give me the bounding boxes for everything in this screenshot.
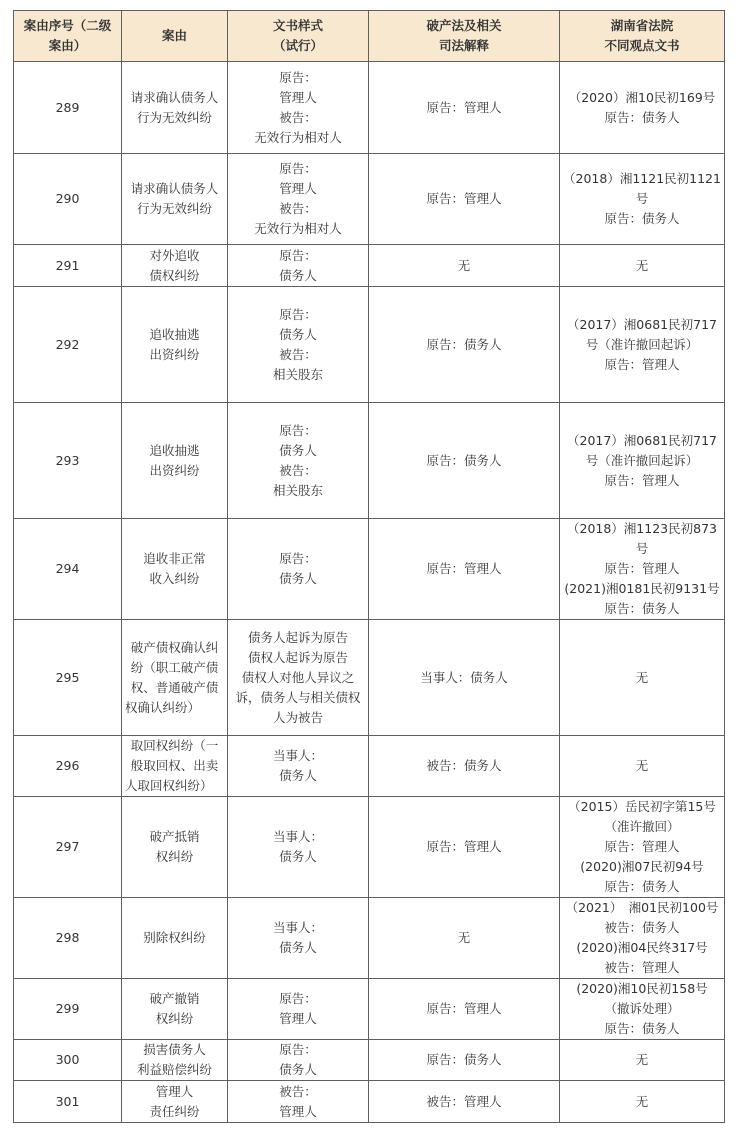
hunan-court-cell bbox=[560, 519, 725, 620]
cell-text-line: 原告： bbox=[279, 161, 317, 176]
cell-text-line: 无 bbox=[457, 257, 471, 273]
cell-text-line: 无 bbox=[635, 1052, 649, 1067]
cell-text-line: 无 bbox=[457, 930, 471, 945]
cell-text-line: 号 bbox=[635, 191, 649, 206]
cell-text-line: （2015）岳民初字第15号 bbox=[568, 799, 716, 814]
document-style-cell bbox=[228, 898, 369, 979]
cell-text-line: 号 bbox=[635, 541, 649, 556]
header-case-number bbox=[14, 11, 122, 62]
document-style-cell bbox=[228, 1040, 369, 1081]
hunan-court-cell bbox=[560, 154, 725, 245]
cell-text-line: （2021） 湘01民初100号 bbox=[565, 900, 719, 915]
cell-text-line: 原告： bbox=[279, 422, 317, 438]
cell-text-line: (2021)湘0181民初9131号 bbox=[564, 581, 720, 596]
cell-text-line: 案由 bbox=[161, 28, 187, 43]
cell-text-line: 损害债务人 bbox=[143, 1042, 206, 1057]
cell-text-line: 别除权纠纷 bbox=[143, 930, 206, 945]
cell-text-line: 债权人对他人异议之诉，债务人与相关债权人为被告 bbox=[235, 669, 361, 725]
table-row bbox=[14, 979, 725, 1040]
cell-text-line: (2020)湘04民终317号 bbox=[576, 940, 708, 955]
table-row bbox=[14, 519, 725, 620]
hunan-court-cell bbox=[560, 736, 725, 797]
bankruptcy-law-cell bbox=[369, 62, 560, 154]
cell-text-line: 原告：管理人 bbox=[426, 99, 502, 115]
cell-text-line: 管理人 bbox=[279, 181, 317, 196]
header-bankruptcy-law bbox=[369, 11, 560, 62]
case-number-cell: 289 bbox=[14, 62, 122, 154]
document-style-cell bbox=[228, 736, 369, 797]
cell-text-line: 追收抽逃 bbox=[149, 326, 200, 342]
bankruptcy-law-cell bbox=[369, 1081, 560, 1123]
cell-text-line: 无效行为相对人 bbox=[254, 221, 342, 236]
cell-text-line: 破产债权确认纠纷（职工破产债权、普通破产债权确认纠纷） bbox=[125, 639, 219, 715]
case-number-cell: 294 bbox=[14, 519, 122, 620]
cell-text-line: 追收抽逃 bbox=[149, 442, 200, 458]
cell-text-line: 被告： bbox=[279, 201, 317, 216]
cell-text-line: 债务人起诉为原告 bbox=[247, 629, 348, 645]
case-number-cell: 290 bbox=[14, 154, 122, 245]
cell-text-line: 原告： bbox=[279, 551, 317, 566]
cell-text-line: 债务人 bbox=[279, 442, 317, 458]
cell-text-line: 当事人：债务人 bbox=[420, 669, 508, 685]
hunan-court-cell bbox=[560, 797, 725, 898]
case-number-cell: 293 bbox=[14, 403, 122, 519]
hunan-court-cell bbox=[560, 62, 725, 154]
case-cause-cell bbox=[122, 287, 228, 403]
cell-text-line: 权纠纷 bbox=[155, 849, 194, 864]
cell-text-line: 取回权纠纷（一般取回权、出卖人取回权纠纷） bbox=[125, 738, 219, 793]
cell-text-line: 原告： bbox=[279, 69, 317, 85]
bankruptcy-law-cell bbox=[369, 287, 560, 403]
cell-text-line: 原告：管理人 bbox=[426, 191, 502, 206]
cell-text-line: 无 bbox=[635, 758, 649, 773]
hunan-court-cell bbox=[560, 245, 725, 287]
cell-text-line: 相关股东 bbox=[272, 366, 323, 382]
case-number-cell: 295 bbox=[14, 620, 122, 736]
cell-text-line: 无 bbox=[635, 1093, 649, 1109]
cell-text-line: 原告：债务人 bbox=[426, 1052, 502, 1067]
bankruptcy-law-cell bbox=[369, 620, 560, 736]
bankruptcy-law-cell bbox=[369, 736, 560, 797]
cell-text-line: 债务人 bbox=[279, 267, 317, 283]
case-cause-cell bbox=[122, 1081, 228, 1123]
cell-text-line: 收入纠纷 bbox=[149, 571, 200, 586]
document-style-cell bbox=[228, 287, 369, 403]
cell-text-line: 被告： bbox=[279, 1083, 317, 1099]
cell-text-line: 债务人 bbox=[279, 1062, 317, 1077]
cell-text-line: 破产抵销 bbox=[149, 829, 200, 844]
case-cause-cell bbox=[122, 62, 228, 154]
hunan-court-cell bbox=[560, 898, 725, 979]
case-cause-cell bbox=[122, 154, 228, 245]
case-cause-cell bbox=[122, 1040, 228, 1081]
cell-text-line: 原告：管理人 bbox=[604, 561, 680, 576]
cell-text-line: 原告：债务人 bbox=[426, 452, 502, 468]
cell-text-line: （试行） bbox=[272, 38, 323, 53]
cell-text-line: 原告：管理人 bbox=[426, 839, 502, 854]
bankruptcy-law-cell bbox=[369, 245, 560, 287]
case-cause-cell bbox=[122, 979, 228, 1040]
cell-text-line: (2020)湘10民初158号 bbox=[576, 981, 708, 996]
table-row bbox=[14, 1040, 725, 1081]
bankruptcy-law-cell bbox=[369, 898, 560, 979]
hunan-court-cell bbox=[560, 979, 725, 1040]
case-number-cell: 299 bbox=[14, 979, 122, 1040]
cell-text-line: 原告：债务人 bbox=[604, 109, 680, 125]
table-row bbox=[14, 245, 725, 287]
cell-text-line: 原告：管理人 bbox=[426, 1001, 502, 1016]
cell-text-line: 管理人 bbox=[279, 1103, 317, 1119]
header-document-style bbox=[228, 11, 369, 62]
hunan-court-cell bbox=[560, 1040, 725, 1081]
cell-text-line: （2018）湘1121民初1121 bbox=[563, 171, 721, 186]
cell-text-line: 破产撤销 bbox=[149, 991, 200, 1006]
bankruptcy-law-cell bbox=[369, 519, 560, 620]
cell-text-line: 原告：债务人 bbox=[604, 879, 680, 894]
cell-text-line: 原告：管理人 bbox=[426, 561, 502, 576]
cell-text-line: 当事人： bbox=[272, 920, 323, 935]
hunan-court-cell bbox=[560, 1081, 725, 1123]
bankruptcy-law-cell bbox=[369, 797, 560, 898]
cell-text-line: (2020)湘07民初94号 bbox=[580, 859, 704, 874]
table-row bbox=[14, 1081, 725, 1123]
cell-text-line: 案由序号（二级 bbox=[23, 18, 112, 33]
cell-text-line: 被告： bbox=[279, 462, 317, 478]
cell-text-line: 无 bbox=[635, 669, 649, 685]
cell-text-line: 被告：债务人 bbox=[426, 758, 502, 773]
hunan-court-cell bbox=[560, 287, 725, 403]
table-header bbox=[14, 11, 725, 62]
cell-text-line: 出资纠纷 bbox=[149, 346, 200, 362]
cell-text-line: 原告：管理人 bbox=[604, 839, 680, 854]
cell-text-line: （2017）湘0681民初717 bbox=[567, 316, 717, 332]
cell-text-line: （2017）湘0681民初717 bbox=[567, 432, 717, 448]
table-row bbox=[14, 287, 725, 403]
document-style-cell bbox=[228, 403, 369, 519]
cell-text-line: 行为无效纠纷 bbox=[136, 109, 212, 125]
cell-text-line: （2020）湘10民初169号 bbox=[568, 89, 716, 105]
cell-text-line: 被告：债务人 bbox=[604, 920, 680, 935]
table-row bbox=[14, 62, 725, 154]
cell-text-line: 号（准许撤回起诉） bbox=[585, 452, 699, 468]
bankruptcy-law-cell bbox=[369, 979, 560, 1040]
cell-text-line: （撤诉处理） bbox=[604, 1001, 680, 1016]
case-cause-cell bbox=[122, 736, 228, 797]
case-cause-cell bbox=[122, 245, 228, 287]
cell-text-line: 债务人 bbox=[279, 326, 317, 342]
cell-text-line: 对外追收 bbox=[149, 247, 200, 263]
cell-text-line: 追收非正常 bbox=[143, 551, 206, 566]
cell-text-line: 债权纠纷 bbox=[149, 267, 200, 283]
cell-text-line: 债务人 bbox=[279, 940, 317, 955]
cell-text-line: 原告： bbox=[279, 247, 317, 263]
cell-text-line: 被告： bbox=[279, 346, 317, 362]
case-cause-cell bbox=[122, 797, 228, 898]
cell-text-line: 原告：债务人 bbox=[604, 211, 680, 226]
document-style-cell bbox=[228, 979, 369, 1040]
document-style-cell bbox=[228, 154, 369, 245]
cell-text-line: 当事人： bbox=[272, 829, 323, 844]
cell-text-line: （准许撤回） bbox=[604, 819, 680, 834]
header-hunan-court bbox=[560, 11, 725, 62]
case-cause-cell bbox=[122, 519, 228, 620]
table-row bbox=[14, 898, 725, 979]
document-style-cell bbox=[228, 620, 369, 736]
case-table bbox=[13, 10, 725, 1123]
table-row bbox=[14, 154, 725, 245]
hunan-court-cell bbox=[560, 620, 725, 736]
case-cause-cell bbox=[122, 403, 228, 519]
table-row bbox=[14, 620, 725, 736]
cell-text-line: 债务人 bbox=[279, 768, 317, 783]
cell-text-line: 管理人 bbox=[155, 1083, 194, 1099]
cell-text-line: 原告：债务人 bbox=[604, 601, 680, 616]
cell-text-line: 相关股东 bbox=[272, 482, 323, 498]
document-style-cell bbox=[228, 1081, 369, 1123]
cell-text-line: 债务人 bbox=[279, 849, 317, 864]
case-number-cell: 298 bbox=[14, 898, 122, 979]
case-number-cell: 296 bbox=[14, 736, 122, 797]
cell-text-line: 行为无效纠纷 bbox=[136, 201, 212, 216]
case-number-cell: 291 bbox=[14, 245, 122, 287]
cell-text-line: 司法解释 bbox=[438, 38, 489, 53]
cell-text-line: 债权人起诉为原告 bbox=[247, 649, 348, 665]
cell-text-line: 利益赔偿纠纷 bbox=[136, 1062, 212, 1077]
cell-text-line: 无 bbox=[635, 257, 649, 273]
case-number-cell: 301 bbox=[14, 1081, 122, 1123]
cell-text-line: 湖南省法院 bbox=[610, 18, 674, 33]
table-row bbox=[14, 736, 725, 797]
cell-text-line: 原告：债务人 bbox=[426, 336, 502, 352]
case-number-cell: 292 bbox=[14, 287, 122, 403]
cell-text-line: 号（准许撤回起诉） bbox=[585, 336, 699, 352]
cell-text-line: 原告： bbox=[279, 1042, 317, 1057]
table-row bbox=[14, 403, 725, 519]
document-style-cell bbox=[228, 519, 369, 620]
cell-text-line: 管理人 bbox=[279, 89, 317, 105]
cell-text-line: 请求确认债务人 bbox=[130, 89, 219, 105]
cell-text-line: 出资纠纷 bbox=[149, 462, 200, 478]
cell-text-line: 原告：债务人 bbox=[604, 1021, 680, 1036]
bankruptcy-law-cell bbox=[369, 403, 560, 519]
document-style-cell bbox=[228, 245, 369, 287]
table-body bbox=[14, 62, 725, 1123]
cell-text-line: 被告： bbox=[279, 109, 317, 125]
cell-text-line: 原告： bbox=[279, 991, 317, 1006]
cell-text-line: 被告：管理人 bbox=[604, 960, 680, 975]
cell-text-line: 案由） bbox=[48, 38, 87, 53]
cell-text-line: 请求确认债务人 bbox=[130, 181, 219, 196]
table-row bbox=[14, 797, 725, 898]
cell-text-line: （2018）湘1123民初873 bbox=[567, 521, 717, 536]
cell-text-line: 原告：管理人 bbox=[604, 356, 680, 372]
case-number-cell: 300 bbox=[14, 1040, 122, 1081]
cell-text-line: 不同观点文书 bbox=[604, 38, 680, 53]
cell-text-line: 权纠纷 bbox=[155, 1011, 194, 1026]
cell-text-line: 原告： bbox=[279, 306, 317, 322]
bankruptcy-law-cell bbox=[369, 154, 560, 245]
header-row bbox=[14, 11, 725, 62]
cell-text-line: 无效行为相对人 bbox=[254, 129, 342, 145]
case-cause-cell bbox=[122, 620, 228, 736]
cell-text-line: 债务人 bbox=[279, 571, 317, 586]
bankruptcy-law-cell bbox=[369, 1040, 560, 1081]
cell-text-line: 管理人 bbox=[279, 1011, 317, 1026]
header-case-cause bbox=[122, 11, 228, 62]
cell-text-line: 文书样式 bbox=[272, 18, 323, 33]
cell-text-line: 责任纠纷 bbox=[149, 1103, 200, 1119]
case-cause-cell bbox=[122, 898, 228, 979]
cell-text-line: 破产法及相关 bbox=[426, 18, 502, 33]
document-style-cell bbox=[228, 62, 369, 154]
case-number-cell: 297 bbox=[14, 797, 122, 898]
cell-text-line: 原告：管理人 bbox=[604, 472, 680, 488]
cell-text-line: 被告：管理人 bbox=[426, 1093, 502, 1109]
cell-text-line: 当事人： bbox=[272, 748, 323, 763]
document-style-cell bbox=[228, 797, 369, 898]
hunan-court-cell bbox=[560, 403, 725, 519]
